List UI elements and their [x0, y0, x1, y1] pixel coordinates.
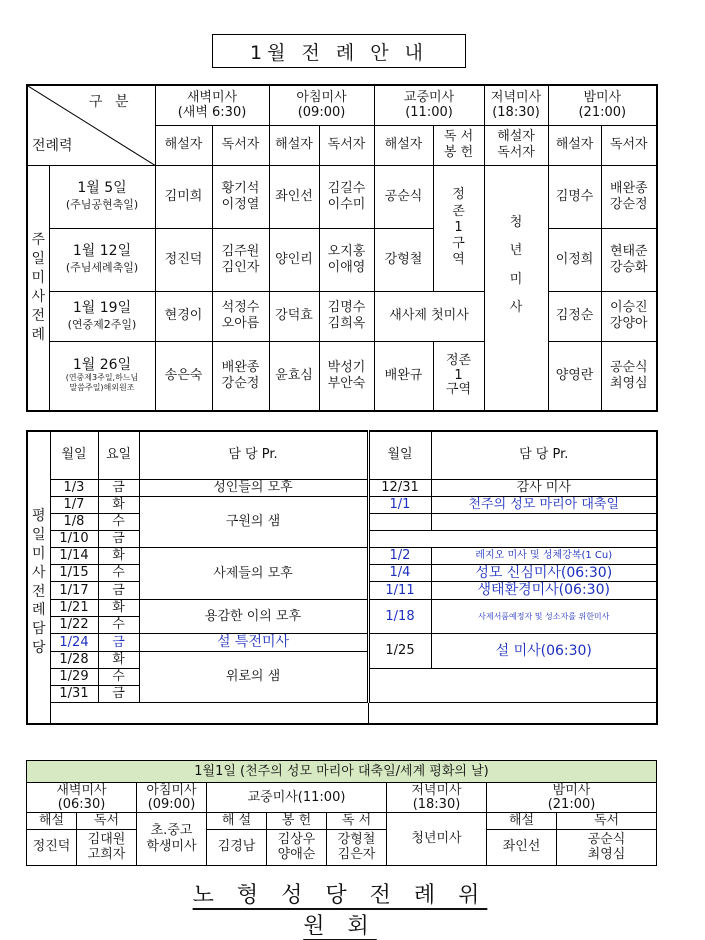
jan1-evening-value: 청년미사: [387, 813, 487, 866]
day-cell: 수: [98, 564, 139, 582]
pr-cell: 설 특전미사: [139, 634, 368, 652]
table-cell: 강형철 김은자: [327, 829, 387, 865]
table-cell: 배완종 강순정: [601, 165, 657, 228]
weekday-mass-table: [26, 430, 658, 725]
sub-header-commentator: 해설자: [548, 125, 601, 165]
evening-mass-header: 저녁미사 (18:30): [484, 85, 548, 125]
table-cell: 정진덕: [27, 829, 77, 865]
empty-cell: [368, 513, 431, 530]
header-pr2: 담 당 Pr.: [431, 431, 657, 479]
date-cell: 1/4: [368, 564, 431, 582]
jan1-mass-table: [26, 760, 657, 866]
evening-youth-mass: 청 년 미 사: [484, 165, 548, 411]
pr-cell: 구원의 샘: [139, 496, 368, 547]
table-cell: 김미희: [155, 165, 212, 228]
table-cell: 김정순: [548, 291, 601, 341]
empty-cell: [368, 530, 657, 547]
date-cell: 1/29: [50, 668, 98, 685]
date-cell: 1/1: [368, 496, 431, 513]
row-date-cell: 1월 26일 (연중제3주일,하느님 말씀주일)해외원조: [49, 341, 155, 411]
main-mass-header: 교중미사 (11:00): [374, 85, 484, 125]
table-cell: 박성기 부안숙: [319, 341, 374, 411]
day-cell: 금: [98, 634, 139, 652]
date-cell: 1/21: [50, 600, 98, 617]
day-cell: 화: [98, 600, 139, 617]
table-cell: 정 존 1 구 역: [433, 165, 484, 291]
table-cell: 김명수 김희옥: [319, 291, 374, 341]
date-cell: 1/24: [50, 634, 98, 652]
table-cell: 현경이: [155, 291, 212, 341]
table-cell: 공순식 최영심: [557, 829, 657, 865]
day-cell: 금: [98, 479, 139, 496]
date-cell: 1/14: [50, 547, 98, 564]
pr-cell: 사제들의 모후: [139, 547, 368, 600]
day-cell: 수: [98, 617, 139, 634]
date-cell: 1/7: [50, 496, 98, 513]
sub-header-commentator: 해설자: [269, 125, 319, 165]
sub-header-reader: 독서자: [601, 125, 657, 165]
table-cell: 강형철: [374, 228, 433, 291]
jan1-title: 1월1일 (천주의 성모 마리아 대축일/세계 평화의 날): [27, 761, 657, 783]
day-cell: 화: [98, 547, 139, 564]
header-pr: 담 당 Pr.: [139, 431, 368, 479]
table-cell: 김경남: [207, 829, 267, 865]
pr-cell: 사제서품예정자 및 성소자를 위한미사: [431, 600, 657, 634]
table-cell: 강덕효: [269, 291, 319, 341]
table-cell: 이정희: [548, 228, 601, 291]
sub-header-server: 봉 헌: [267, 813, 327, 830]
night-mass-header: 밤미사 (21:00): [548, 85, 657, 125]
jan1-morning-header: 아침미사 (09:00): [137, 783, 207, 813]
table-cell: 김길수 이수미: [319, 165, 374, 228]
date-cell: 1/17: [50, 582, 98, 600]
table-cell: 양영란: [548, 341, 601, 411]
date-cell: 1/22: [50, 617, 98, 634]
date-cell: 1/3: [50, 479, 98, 496]
pr-cell: 용감한 이의 모후: [139, 600, 368, 634]
corner-bottom-label: 전례력: [32, 137, 73, 154]
pr-cell: 설 미사(06:30): [431, 634, 657, 669]
corner-header: [27, 85, 155, 165]
pr-cell: 위로의 샘: [139, 651, 368, 702]
pr-cell: 레지오 미사 및 성체강복(1 Cu): [431, 547, 657, 564]
day-cell: 화: [98, 651, 139, 668]
pr-cell: 성인들의 모후: [139, 479, 368, 496]
date-cell: 1/2: [368, 547, 431, 564]
table-cell: 좌인선: [487, 829, 557, 865]
date-cell: 1/18: [368, 600, 431, 634]
date-cell: 1/28: [50, 651, 98, 668]
date-cell: 1/8: [50, 513, 98, 530]
sunday-side-label: 주 일 미 사 전 례: [27, 165, 49, 411]
table-cell: 정존 1 구역: [433, 341, 484, 411]
sub-header-reader: 독서자: [319, 125, 374, 165]
sub-header-reader: 독서자: [212, 125, 269, 165]
header-date2: 월일: [368, 431, 431, 479]
morning-mass-header: 아침미사 (09:00): [269, 85, 374, 125]
sub-header-reader: 독서: [557, 813, 657, 830]
sub-header-commentator: 해 설: [207, 813, 267, 830]
sub-header-reader: 독서: [77, 813, 137, 830]
header-day: 요일: [98, 431, 139, 479]
dawn-mass-header: 새벽미사 (새벽 6:30): [155, 85, 269, 125]
pr-cell: 감사 미사: [431, 479, 657, 496]
sub-header-reader-server: 독 서 봉 헌: [433, 125, 484, 165]
jan1-evening-header: 저녁미사 (18:30): [387, 783, 487, 813]
table-cell: 김대원 고희자: [77, 829, 137, 865]
sub-header-reader: 독 서: [327, 813, 387, 830]
jan1-main-header: 교중미사(11:00): [207, 783, 387, 813]
day-cell: 수: [98, 668, 139, 685]
date-cell: 1/15: [50, 564, 98, 582]
table-cell: 공순식: [374, 165, 433, 228]
date-cell: 12/31: [368, 479, 431, 496]
jan1-night-header: 밤미사 (21:00): [487, 783, 657, 813]
day-cell: 금: [98, 582, 139, 600]
table-cell: 좌인선: [269, 165, 319, 228]
sub-header-commentator: 해설자: [374, 125, 433, 165]
table-cell: 배완종 강순정: [212, 341, 269, 411]
table-cell: 황기석 이정열: [212, 165, 269, 228]
pr-cell: 천주의 성모 마리아 대축일: [431, 496, 657, 513]
page-title: 1월 전 례 안 내: [212, 34, 466, 68]
table-cell: 석정수 오아름: [212, 291, 269, 341]
table-cell: 공순식 최영심: [601, 341, 657, 411]
table-cell: 윤효심: [269, 341, 319, 411]
sub-header-commentator: 해설: [27, 813, 77, 830]
table-cell: 배완규: [374, 341, 433, 411]
sub-header-commentator: 해설: [487, 813, 557, 830]
row-date-cell: 1월 12일 (주님세례축일): [49, 228, 155, 291]
empty-cell: [368, 668, 657, 702]
pr-cell: 생태환경미사(06:30): [431, 582, 657, 600]
spacer-cell: [368, 702, 657, 724]
table-cell: 송은숙: [155, 341, 212, 411]
sub-header-evening: 해설자 독서자: [484, 125, 548, 165]
table-cell: 이승진 강양아: [601, 291, 657, 341]
corner-top-label: 구 분: [89, 94, 133, 110]
day-cell: 수: [98, 513, 139, 530]
table-cell: 양인리: [269, 228, 319, 291]
day-cell: 화: [98, 496, 139, 513]
table-cell: 정진덕: [155, 228, 212, 291]
row-date-cell: 1월 5일 (주님공현축일): [49, 165, 155, 228]
table-cell: 김주원 김인자: [212, 228, 269, 291]
table-cell: 김상우 양애순: [267, 829, 327, 865]
committee-footer: 노 형 성 당 전 례 위 원 회: [192, 883, 488, 939]
date-cell: 1/10: [50, 530, 98, 547]
row-date-cell: 1월 19일 (연중제2주일): [49, 291, 155, 341]
header-date: 월일: [50, 431, 98, 479]
date-cell: 1/25: [368, 634, 431, 669]
sunday-mass-table: [26, 84, 658, 412]
day-cell: 금: [98, 685, 139, 702]
pr-cell: 성모 신심미사(06:30): [431, 564, 657, 582]
date-cell: 1/11: [368, 582, 431, 600]
table-cell: 오지홍 이애영: [319, 228, 374, 291]
table-cell: 김명수: [548, 165, 601, 228]
new-priest-mass-cell: 새사제 첫미사: [374, 291, 484, 341]
weekday-side-label: 평 일 미 사 전 례 담 당: [27, 431, 50, 724]
spacer-cell: [50, 702, 368, 724]
table-cell: 현태준 강승화: [601, 228, 657, 291]
day-cell: 금: [98, 530, 139, 547]
empty-cell: [431, 513, 657, 530]
jan1-dawn-header: 새벽미사 (06:30): [27, 783, 137, 813]
date-cell: 1/31: [50, 685, 98, 702]
jan1-morning-value: 초.중고 학생미사: [137, 813, 207, 866]
sub-header-commentator: 해설자: [155, 125, 212, 165]
